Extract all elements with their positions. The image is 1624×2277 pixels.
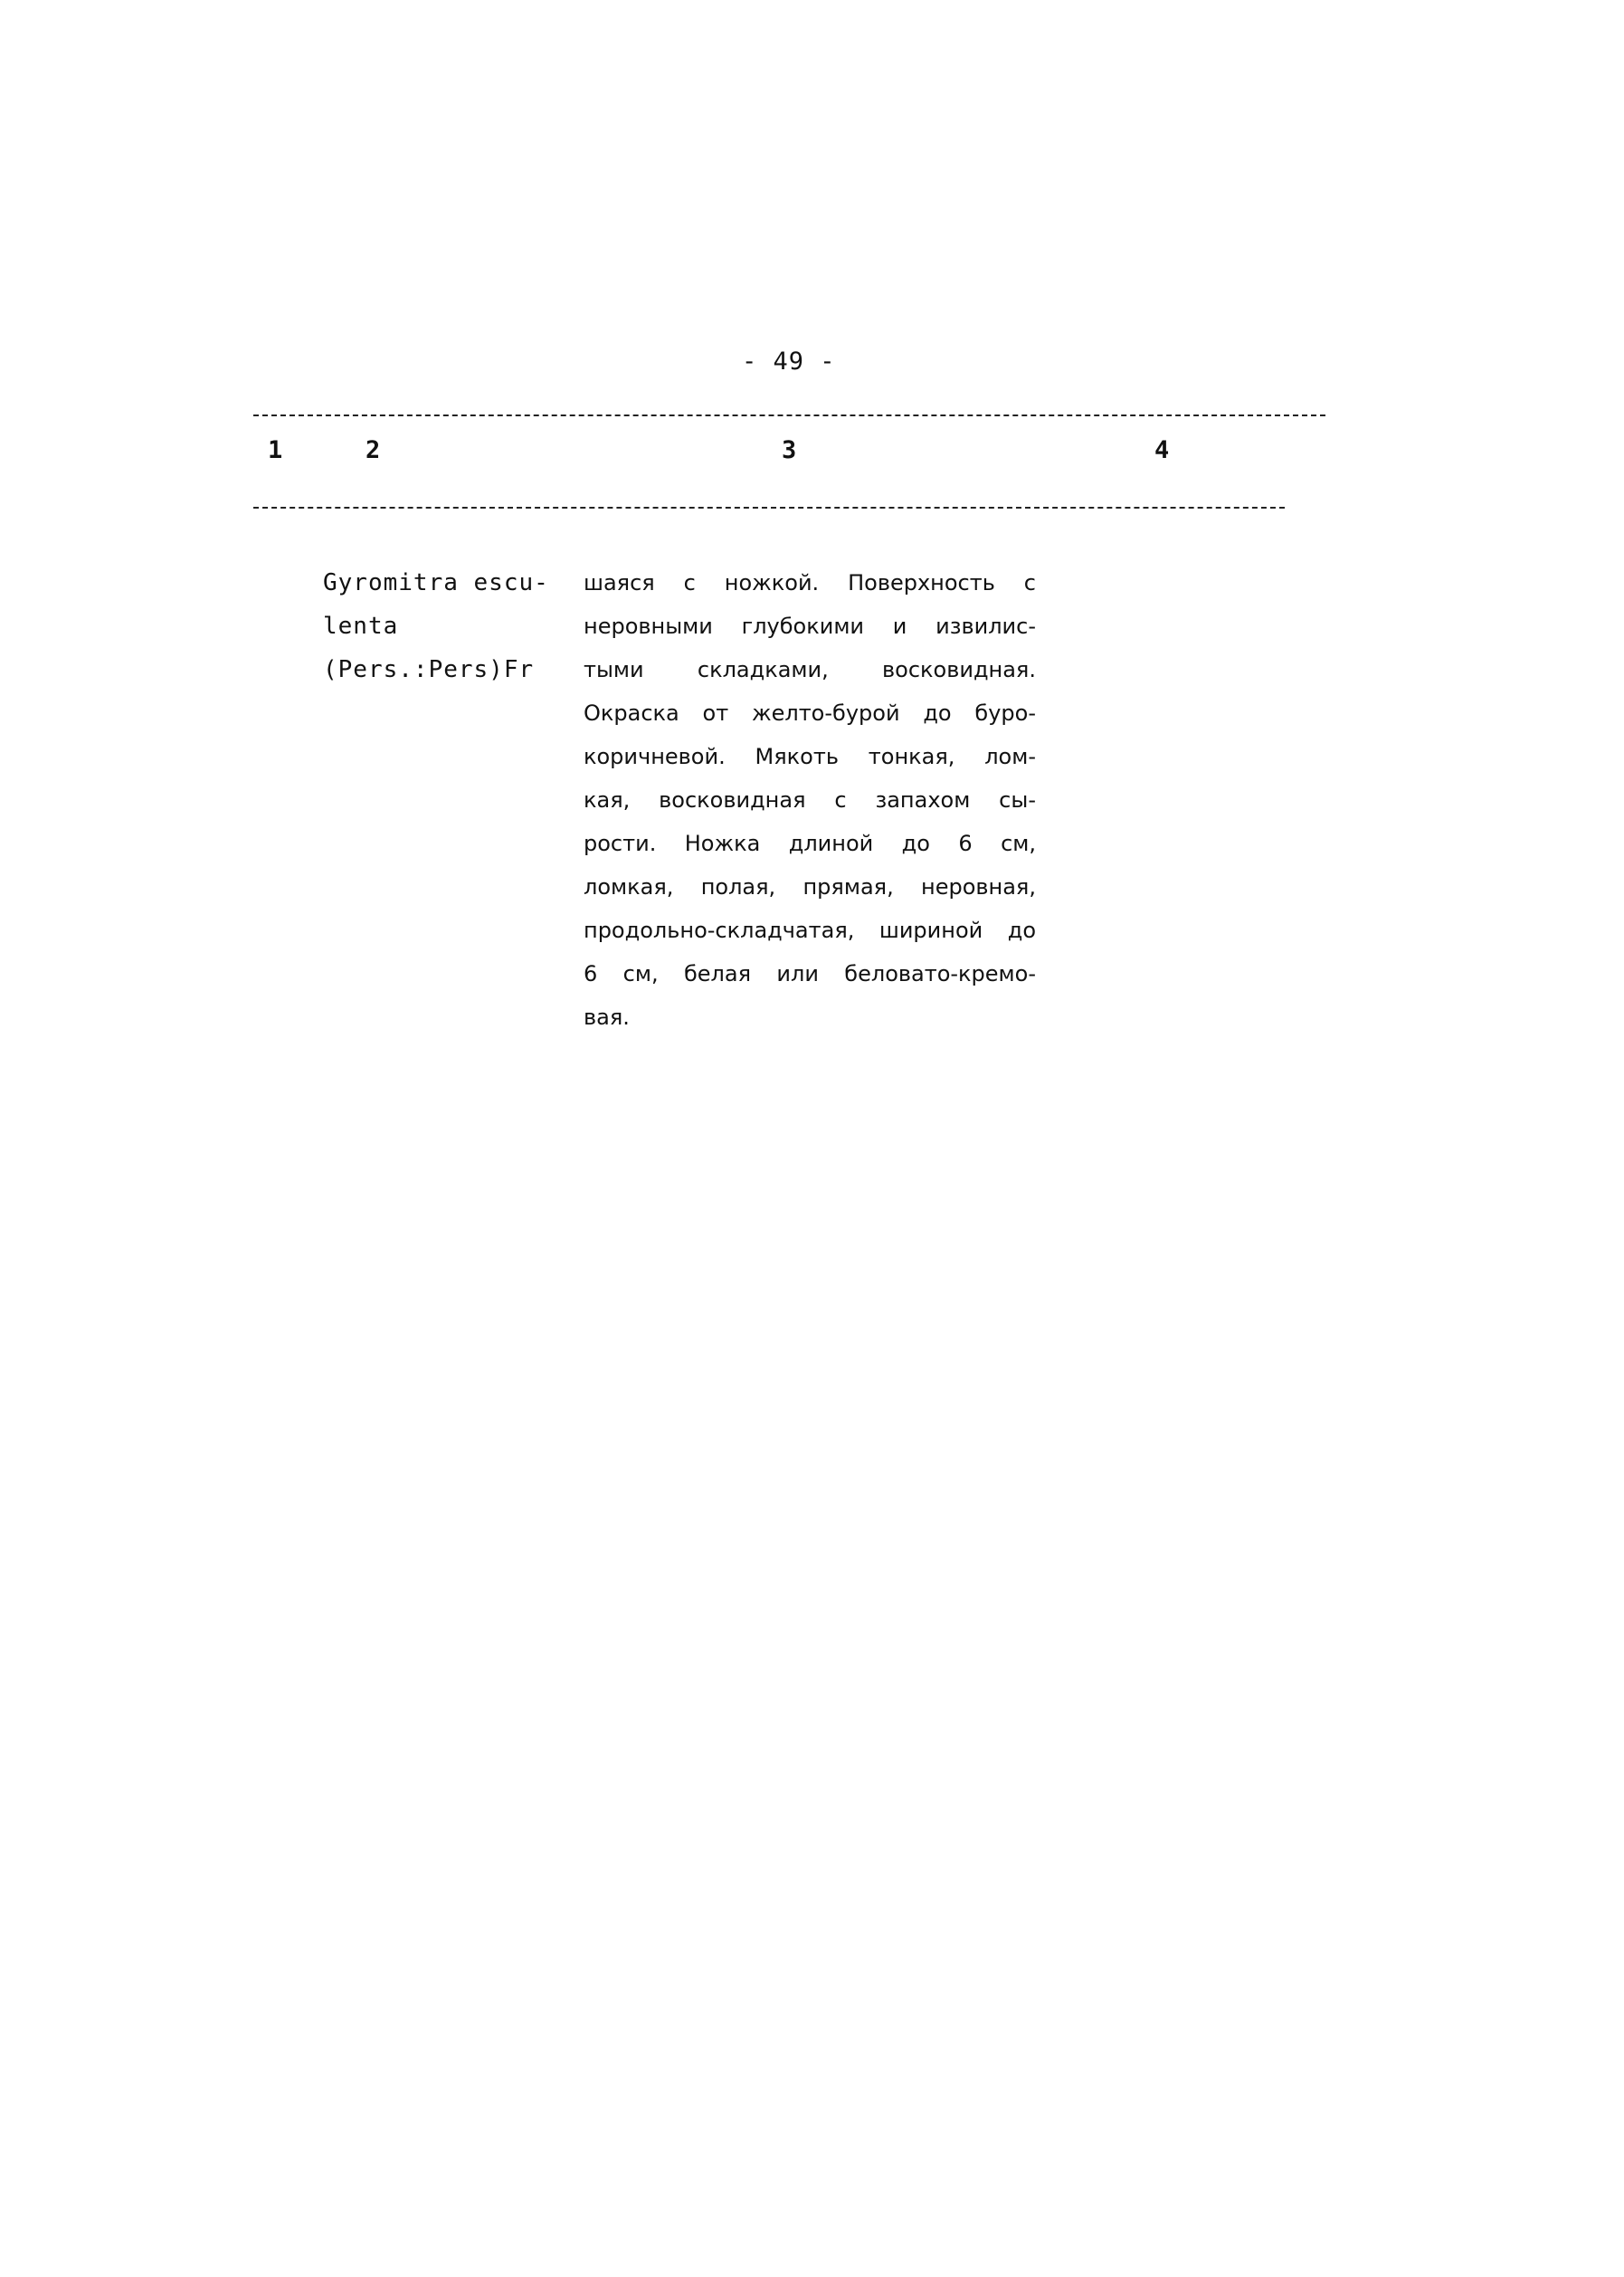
description-line: неровными глубокими и извилис- xyxy=(584,614,1036,639)
column-number-3: 3 xyxy=(782,436,797,464)
description-line: 6 см, белая или беловато-кремо- xyxy=(584,961,1036,986)
description-line: ломкая, полая, прямая, неровная, xyxy=(584,874,1036,900)
description-cell xyxy=(584,561,1036,1039)
description-line: продольно-складчатая, шириной до xyxy=(584,918,1036,943)
column-number-1: 1 xyxy=(268,436,283,464)
page-number: - 49 - xyxy=(742,348,836,376)
description-line: кая, восковидная с запахом сы- xyxy=(584,787,1036,813)
description-line: коричневой. Мякоть тонкая, лом- xyxy=(584,744,1036,769)
description-line: шаяся с ножкой. Поверхность с xyxy=(584,570,1036,595)
description-line: рости. Ножка длиной до 6 см, xyxy=(584,831,1036,856)
species-name-cell xyxy=(323,561,549,691)
species-name-line: Gyromitra escu- xyxy=(323,569,549,596)
table-header-bottom-rule xyxy=(253,507,1285,509)
species-name-line: (Pers.:Pers)Fr xyxy=(323,656,535,683)
column-number-2: 2 xyxy=(366,436,381,464)
species-name-line: lenta xyxy=(323,613,399,640)
description-line: вая. xyxy=(584,1005,630,1030)
table-top-rule xyxy=(253,414,1325,416)
description-line: Окраска от желто-бурой до буро- xyxy=(584,700,1036,726)
description-line: тыми складками, восковидная. xyxy=(584,657,1036,682)
column-number-4: 4 xyxy=(1154,436,1170,464)
